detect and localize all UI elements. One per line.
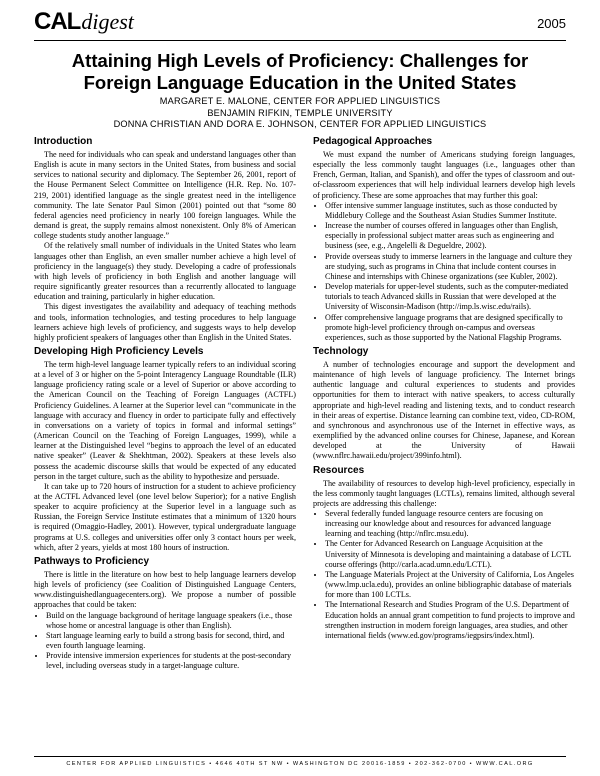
section-heading-resources: Resources (313, 464, 365, 476)
footer-address: CENTER FOR APPLIED LINGUISTICS • 4646 40TH ST NW • WASHINGTON DC 20016-1859 • 202-362-0700 • WWW.CAL.ORG (66, 761, 534, 767)
cal-digest-logo (34, 8, 134, 36)
list-item: • The International Research and Studies Program of the U.S. Department of Education holds an annual grant competition to fund projects to improve and strengthen instruction in modern foreign languages, area studies, and other international fields (www.ed.gov/programs/iegpsirs/index.html). (325, 600, 575, 641)
list-item: • The Center for Advanced Research on Language Acquisition at the University of Minnesota is developing and maintaining a database of LCTL course offerings (http://carla.acad.umn.edu/LCTL). (325, 539, 575, 569)
author-line: DONNA CHRISTIAN AND DORA E. JOHNSON, CENTER FOR APPLIED LINGUISTICS (113, 119, 487, 129)
paragraph: A number of technologies encourage and support the development and maintenance of high levels of language proficiency. The Internet brings authentic language and cultural experiences to students and provides opportunities for them to interact with native speakers, to access culturally appropriate and high-level reading and listening texts, and to conduct research in their areas of expertise. Distance learning can combine text, video, CD-ROM, and synchronous and asynchronous use of the Internet in effective ways, as exemplified by the advanced online courses for Chinese, Japanese, and Korean developed at the University of Hawaii (www.nflrc.hawaii.edu/project/399info.html). (313, 359, 575, 461)
list-item: • The Language Materials Project at the University of California, Los Angeles (www.lmp.ucla.edu), provides an online bibliographic database of materials for more than 100 LCTLs. (325, 570, 575, 600)
left-column (34, 133, 296, 672)
section-heading-developing: Developing High Proficiency Levels (34, 345, 204, 357)
author-list (34, 96, 566, 131)
footer-divider (34, 756, 566, 757)
list-item: • Offer comprehensive language programs that are designed specifically to promote high-level proficiency through on-campus and overseas experiences, such as those supported by the National Flagship Programs. (325, 313, 575, 343)
section-heading-technology: Technology (313, 345, 369, 357)
title-line-1: Attaining High Levels of Proficiency: Challenges for (71, 50, 529, 71)
list-item: • Develop materials for upper-level students, such as the computer-mediated tutorials to teach Advanced skills in Russian that were developed at the University of Wisconsin-Madison (http://imp.ls.wisc.edu/rails). (325, 282, 575, 312)
logo-sub: digest (81, 9, 134, 34)
article-title (34, 50, 566, 94)
header-divider (34, 40, 566, 41)
logo-main: CAL (34, 8, 81, 35)
pedagogical-list (313, 201, 575, 343)
list-item: • Provide overseas study to immerse learners in the language and culture they are studying, such as programs in China that include content courses in Chinese and internships with Chinese organizations (see Kubler, 2002). (325, 252, 575, 282)
paragraph: Of the relatively small number of individuals in the United States who learn languages other than English, an even smaller number achieve a high level of proficiency in the language(s) they study. Developing a cadre of professionals with high levels of proficiency in both English and another language will require significantly greater resources than a recurrently allocated to language education and training, particularly in higher education. (34, 241, 296, 302)
pathways-list (34, 611, 296, 672)
right-column (313, 133, 575, 641)
masthead (34, 8, 566, 38)
list-item: • Offer intensive summer language institutes, such as those conducted by Middlebury College and the Southeast Asian Studies Summer Institute. (325, 201, 575, 221)
paragraph: The need for individuals who can speak and understand languages other than English is acute in many sectors in the United States, from business and social services to national security and diplomacy. The September 26, 2001, report of the House Permanent Select Committee on Intelligence (H.R. Rep. No. 107-219, 2001) identified language as the single greatest need in the intelligence community. The late Senator Paul Simon (2001) pointed out that “some 80 federal agencies need proficiency in nearly 100 foreign languages. While the demand is great, the supply remains almost nonexistent. Only 8% of American college students study another language.” (34, 150, 296, 241)
list-item: • Provide intensive immersion experiences for students at the post-secondary level, including overseas study in a target-language culture. (46, 651, 296, 671)
list-item: • Several federally funded language resource centers are focusing on increasing our knowledge about and resources for advanced language learning and teaching (http://nflrc.msu.edu). (325, 509, 575, 539)
list-item: • Start language learning early to build a strong basis for second, third, and even fourth language learning. (46, 631, 296, 651)
list-item: • Build on the language background of heritage language speakers (i.e., those whose home or ancestral language is other than English). (46, 611, 296, 631)
section-heading-pedagogical: Pedagogical Approaches (313, 136, 433, 147)
paragraph: We must expand the number of Americans studying foreign languages, especially the less commonly taught languages (i.e., languages other than French, German, Italian, and Spanish), and offer the types of classroom and out-of-classroom experiences that will help individual learners develop high levels of proficiency. These are some approaches that may further this goal: (313, 150, 575, 200)
paragraph: It can take up to 720 hours of instruction for a student to achieve proficiency at the ACTFL Advanced level (one level below Superior); for a native English speaker to acquire proficiency at the Superior level in a language such as Russian, the Foreign Service Institute estimates that a minimum of 1320 hours is required (Omaggio-Hadley, 2001). However, typical undergraduate language programs at U.S. colleges and universities offer only 3 contact hours per week, which, after 2 years, yields at most 180 hours of instruction. (34, 481, 296, 552)
paragraph: The availability of resources to develop high-level proficiency, especially in the less commonly taught languages (LCTLs), remains limited, although several projects are addressing this challenge: (313, 478, 575, 508)
paragraph: This digest investigates the availability and adequacy of teaching methods and tools, information technologies, and testing procedures to help language learners achieve high levels of proficiency, and suggests ways to help develop highly proficient speakers of languages other than English in the United States. (34, 302, 296, 342)
paragraph: The term high-level language learner typically refers to an individual scoring at a level of 3 or higher on the 5-point Interagency Language Roundtable (ILR) language proficiency rating scale or a level of Superior or above according to the American Council on the Teaching of Foreign Languages (ACTFL) Proficiency Guidelines. A learner at the Superior level can “communicate in the language with accuracy and fluency in order to participate fully and effectively in conversations on a variety of topics in formal and informal settings” (American Council on the Teaching of Foreign Languages, 1999), while a learner at the Distinguished level “begins to approach the level of an educated native speaker” (Leaver & Shekhtman, 2002). Speakers at these levels also possess the academic discourse skills that would be expected of any educated person in the target culture, such as the ability to hypothesize and persuade. (34, 359, 296, 481)
list-item: • Increase the number of courses offered in languages other than English, especially in professional subject matter areas such as engineering and business (see, e.g., Angelelli & Degueldre, 2002). (325, 221, 575, 251)
issue-year: 2005 (537, 16, 566, 31)
resources-list (313, 509, 575, 641)
author-line: MARGARET E. MALONE, CENTER FOR APPLIED LINGUISTICS (159, 96, 441, 106)
section-heading-pathways: Pathways to Proficiency (34, 555, 150, 567)
paragraph: There is little in the literature on how best to help language learners develop high levels of proficiency (see Coalition of Distinguished Language Centers, www.distinguishedlanguagecenters.org). We propose a number of possible approaches that could be taken: (34, 569, 296, 610)
section-heading-introduction: Introduction (34, 136, 93, 147)
title-line-2: Foreign Language Education in the United States (83, 72, 517, 93)
author-line: BENJAMIN RIFKIN, TEMPLE UNIVERSITY (207, 107, 393, 118)
